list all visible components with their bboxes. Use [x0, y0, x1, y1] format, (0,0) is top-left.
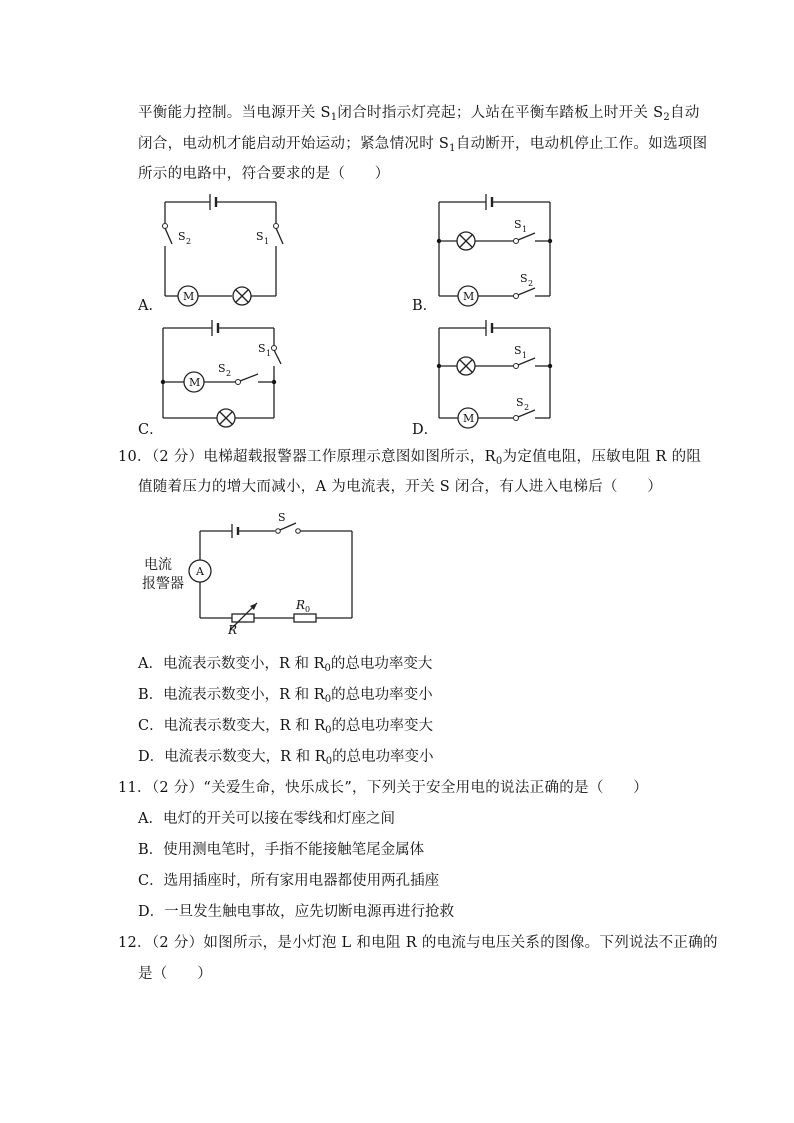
svg-text:1: 1 [264, 237, 270, 246]
svg-text:1: 1 [266, 349, 272, 358]
svg-text:S: S [520, 272, 528, 285]
switch-s-label: S [278, 511, 286, 524]
svg-text:1: 1 [522, 351, 528, 360]
alarm-label-line-2: 报警器 [142, 576, 184, 592]
q10-option-b[interactable]: B．电流表示数变小，R 和 $R_0$的总电功率变小 [138, 687, 433, 705]
q11-option-d[interactable]: D．一旦发生触电事故，应先切断电源再进行抢救 [138, 904, 455, 920]
svg-text:2: 2 [528, 279, 534, 288]
svg-text:2: 2 [524, 403, 530, 412]
q11-option-a[interactable]: A．电灯的开关可以接在零线和灯座之间 [138, 811, 395, 827]
r-label: R [228, 623, 238, 637]
svg-text:M: M [463, 290, 475, 303]
q10-option-d[interactable]: D．电流表示数变大，R 和 $R_0$的总电功率变小 [138, 749, 434, 767]
q11-option-c[interactable]: C．选用插座时，所有家用电器都使用两孔插座 [138, 873, 440, 889]
svg-text:M: M [189, 376, 201, 389]
svg-text:S: S [258, 342, 266, 355]
q9-option-d[interactable]: D． [412, 422, 439, 438]
q12-stem-line-1: 12．（2 分）如图所示，是小灯泡 L 和电阻 R 的电流与电压关系的图像。下列说法不正确的 [118, 935, 718, 951]
q10-option-c[interactable]: C．电流表示数变大，R 和 $R_0$的总电功率变大 [138, 718, 434, 736]
r0-label: R [296, 598, 306, 612]
q10-alarm-circuit [140, 508, 360, 643]
q9-option-c[interactable]: C． [138, 422, 164, 438]
q12-stem-line-2: 是（ ） [138, 966, 212, 982]
motor-label: M [183, 290, 195, 303]
svg-text:0: 0 [305, 605, 311, 614]
ammeter-label: A [196, 565, 204, 578]
q9-stem-line-2: 闭合，电动机才能启动开始运动；紧急情况时 $S_1$自动断开，电动机停止工作。如选项图 [138, 136, 708, 154]
q9-option-b[interactable]: B． [412, 298, 438, 314]
q9-stem-line-3: 所示的电路中，符合要求的是（ ） [138, 166, 390, 182]
svg-text:S: S [514, 344, 522, 357]
q11-option-b[interactable]: B．使用测电笔时，手指不能接触笔尾金属体 [138, 842, 425, 858]
q10-stem-line-2: 值随着压力的增大而减小，A 为电流表，开关 S 闭合，有人进入电梯后（ ） [138, 479, 663, 495]
q11-stem: 11．（2 分）“关爱生命，快乐成长”，下列关于安全用电的说法正确的是（ ） [118, 780, 649, 796]
switch-s1-label: S [256, 230, 264, 243]
q9-stem-line-1: 平衡能力控制。当电源开关 $S_1$闭合时指示灯亮起；人站在平衡车踏板上时开关 $S_2$自动 [138, 105, 700, 123]
q10-stem-line-1: 10．（2 分）电梯超载报警器工作原理示意图如图所示，$R_0$为定值电阻，压敏电阻 R 的阻 [118, 449, 702, 467]
q9-option-a[interactable]: A． [138, 298, 163, 314]
q9-circuit-d [434, 316, 564, 436]
svg-text:2: 2 [186, 237, 192, 246]
alarm-label-line-1: 电流 [144, 557, 172, 573]
q10-option-a[interactable]: A．电流表示数变小，R 和 $R_0$的总电功率变大 [138, 656, 433, 674]
svg-text:S: S [516, 396, 524, 409]
switch-s2-label: S [178, 230, 186, 243]
q9-circuit-b [434, 190, 564, 310]
svg-text:S: S [514, 218, 522, 231]
q9-circuit-c [158, 316, 288, 436]
svg-text:1: 1 [522, 225, 528, 234]
svg-text:M: M [463, 412, 475, 425]
svg-text:2: 2 [226, 369, 232, 378]
q9-circuit-a [160, 190, 290, 310]
svg-text:S: S [218, 362, 226, 375]
